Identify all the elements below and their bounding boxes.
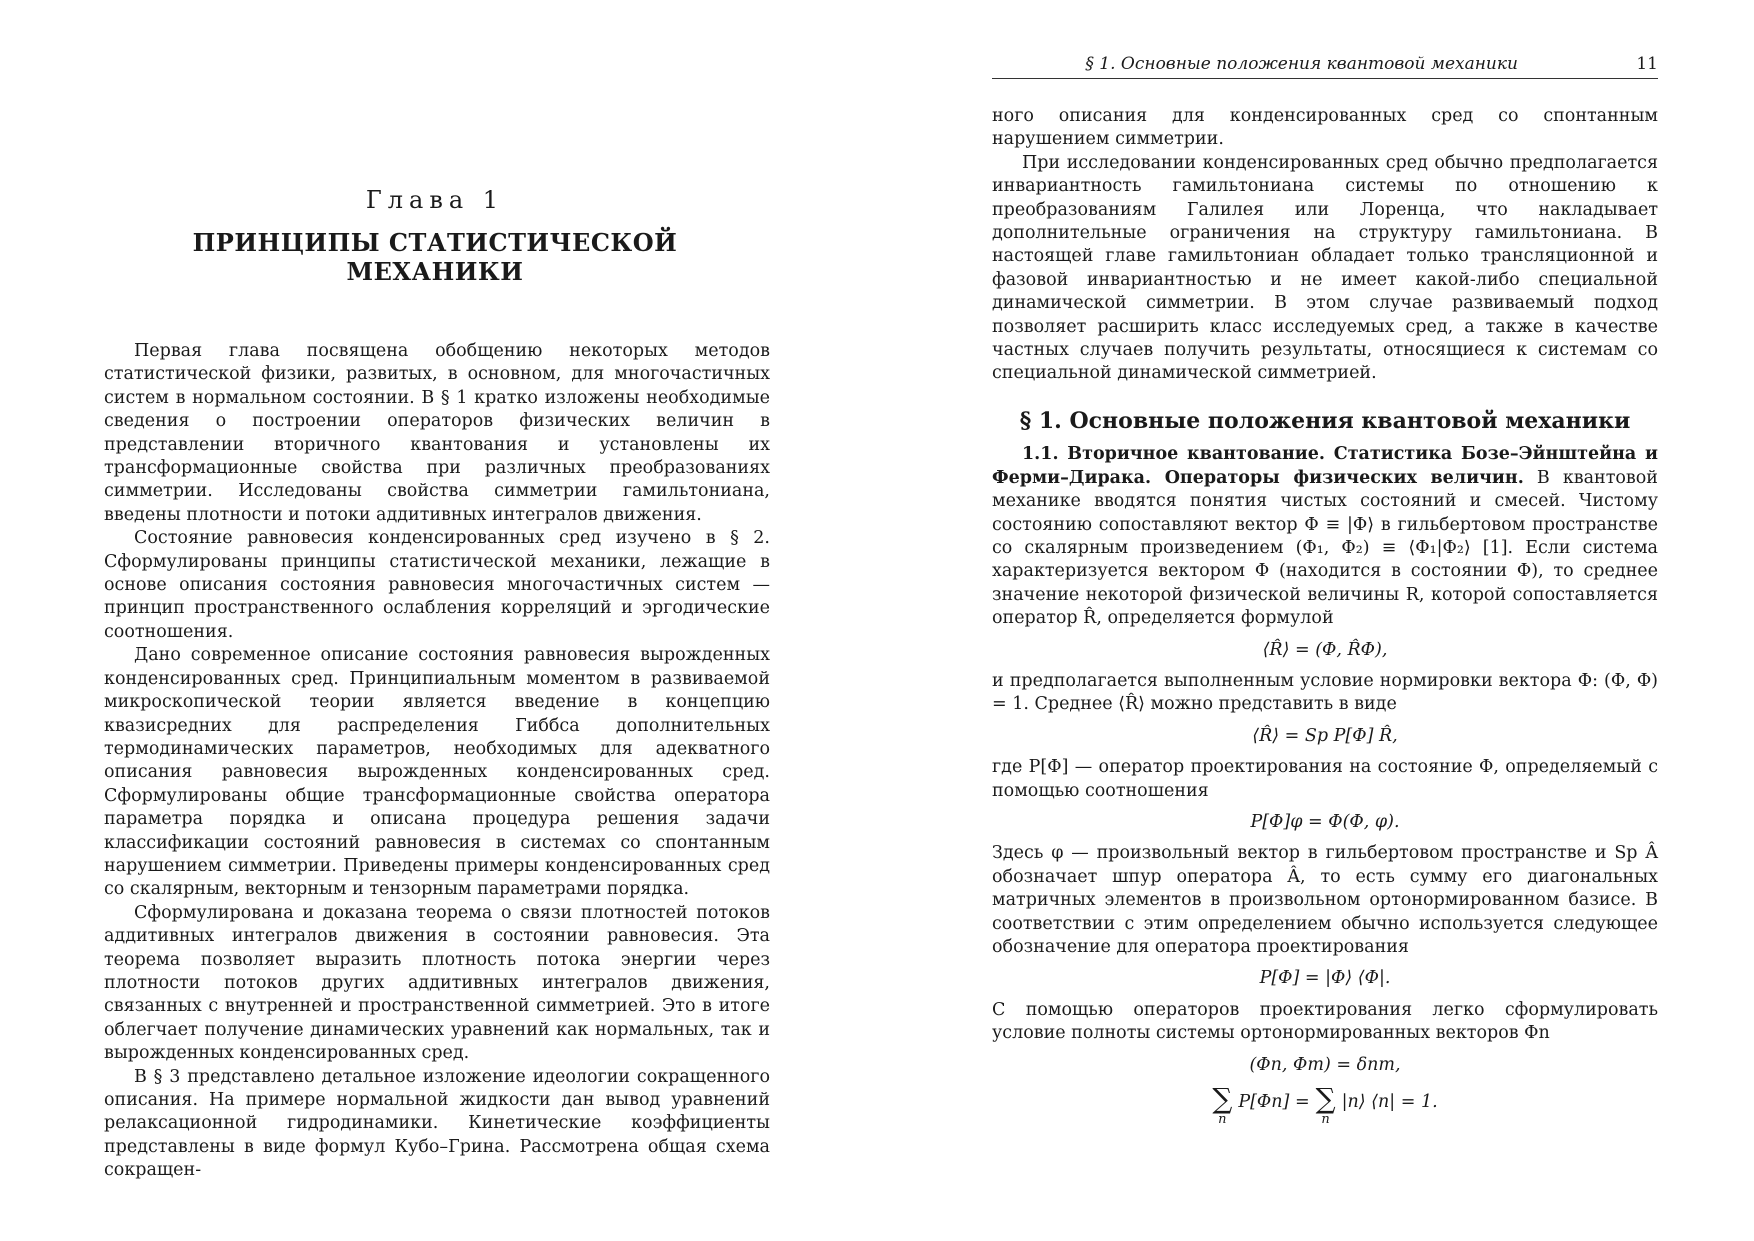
sum-symbol	[1212, 1082, 1233, 1128]
chapter-label: Глава 1	[365, 186, 505, 214]
formula-part: P[Φn] =	[1238, 1092, 1310, 1113]
section-title: § 1. Основные положения квантовой механики	[1019, 407, 1631, 434]
paragraph: Первая глава посвящена обобщению некоторых методов статистической физики, развитых, в основном, для многочастичных систем в нормальном состоянии. В § 1 кратко изложены необходимые сведения о построении операторов физических величин в представлении вторичного квантования и установлены их трансформационные свойства при различных преобразованиях симметрии. Исследованы свойства симметрии гамильтониана, введены плотности и потоки аддитивных интегралов движения.	[104, 341, 770, 525]
formula-projection: P[Φ]φ = Φ(Φ, φ).	[1250, 811, 1400, 832]
sum-symbol	[1315, 1082, 1336, 1128]
paragraph-text: В квантовой механике вводятся понятия чистых состояний и смесей. Чистому состоянию сопоставляют вектор Φ ≡ |Φ⟩ в гильбертовом пространстве со скалярным произведением (Φ₁, Φ₂) ≡ ⟨Φ₁|Φ₂⟩ [1]. Если система характеризуется вектором Φ (находится в состоянии Φ), то среднее значение некоторой физической величины R, которой сопоставляется оператор R̂, определяется формулой	[992, 467, 1658, 629]
right-body-text	[992, 105, 1658, 1126]
paragraph: Сформулирована и доказана теорема о связи плотностей потоков аддитивных интегралов движения в состоянии равновесия. Эта теорема позволяет выразить плотность потока энергии через плотности потоков других аддитивных интегралов движения, связанных с внутренней и пространственной симметрией. Это в итоге облегчает получение динамических уравнений как нормальных, так и вырожденных конденсированных сред.	[104, 902, 770, 1064]
left-body-text	[104, 340, 770, 1183]
formula-part: |n⟩ ⟨n| = 1.	[1341, 1092, 1438, 1113]
paragraph: В § 3 представлено детальное изложение идеологии сокращенного описания. На примере нормальной жидкости дан вывод уравнений релаксационной гидродинамики. Кинетические коэффициенты представлены в виде формул Кубо–Грина. Рассмотрена общая схема сокращен-	[104, 1066, 770, 1181]
running-head-title: § 1. Основные положения квантовой механики	[1085, 54, 1518, 74]
paragraph: Дано современное описание состояния равновесия вырожденных конденсированных сред. Принципиальным моментом в развиваемой микроскопической теории является введение в концепцию квазисредних для распределения Гиббса дополнительных термодинамических параметров, необходимых для адекватного описания равновесия вырожденных конденсированных сред. Сформулированы общие трансформационные свойства оператора параметра порядка и описана процедура решения задачи классификации состояний равновесия в системах со спонтанным нарушением симметрии. Приведены примеры конденсированных сред со скалярным, векторным и тензорным параметрами порядка.	[104, 645, 770, 900]
paragraph: и предполагается выполненным условие нормировки вектора Φ: (Φ, Φ) = 1. Среднее ⟨R̂⟩ можно представить в виде	[992, 670, 1658, 715]
right-page	[877, 0, 1754, 1241]
formula-orthonormality: (Φn, Φm) = δnm,	[1249, 1054, 1401, 1075]
paragraph: где P[Φ] — оператор проектирования на состояние Φ, определяемый с помощью соотношения	[992, 757, 1658, 801]
paragraph: С помощью операторов проектирования легко сформулировать условие полноты системы ортонормированных векторов Φn	[992, 999, 1658, 1044]
formula-mean-value: ⟨R̂⟩ = (Φ, R̂Φ),	[1262, 639, 1388, 660]
sum-index: n	[1321, 1112, 1330, 1128]
paragraph: ного описания для конденсированных сред со спонтанным нарушением симметрии.	[992, 106, 1658, 150]
paragraph	[992, 443, 1658, 630]
sum-index: n	[1218, 1112, 1227, 1128]
chapter-title: ПРИНЦИПЫ СТАТИСТИЧЕСКОЙ МЕХАНИКИ	[192, 228, 678, 286]
paragraph: При исследовании конденсированных сред обычно предполагается инвариантность гамильтониана системы по отношению к преобразованиям Галилея или Лоренца, что накладывает дополнительные ограничения на структуру гамильтониана. В настоящей главе гамильтониан обладает только трансляционной и фазовой инвариантностью и не имеет какой-либо специальной динамической симметрии. В этом случае развиваемый подход позволяет расширить класс исследуемых сред, а также в качестве частных случаев получить результаты, относящиеся к системам со специальной динамической симметрией.	[992, 152, 1658, 384]
paragraph: Здесь φ — произвольный вектор в гильбертовом пространстве и Sp Â обозначает шпур оператора Â, то есть сумму его диагональных матричных элементов в произвольном ортонормированном базисе. В соответствии с этим определением обычно используется следующее обозначение для оператора проектирования	[992, 843, 1658, 957]
sigma-glyph: ∑	[1212, 1082, 1233, 1116]
running-head	[992, 52, 1658, 79]
paragraph: Состояние равновесия конденсированных сред изучено в § 2. Сформулированы принципы статистической механики, лежащие в основе описания состояния равновесия многочастичных систем — принцип пространственного ослабления корреляций и эргодические соотношения.	[104, 528, 770, 642]
formula-projector: P[Φ] = |Φ⟩ ⟨Φ|.	[1259, 968, 1391, 989]
sigma-glyph: ∑	[1315, 1082, 1336, 1116]
subsection-heading: 1.1. Вторичное квантование. Статистика Бозе–Эйнштейна и Ферми–Дирака. Операторы физических величин.	[992, 444, 1658, 488]
formula-completeness	[992, 1082, 1658, 1128]
formula-trace: ⟨R̂⟩ = Sp P[Φ] R̂,	[1252, 725, 1398, 746]
page-number: 11	[1636, 54, 1658, 74]
